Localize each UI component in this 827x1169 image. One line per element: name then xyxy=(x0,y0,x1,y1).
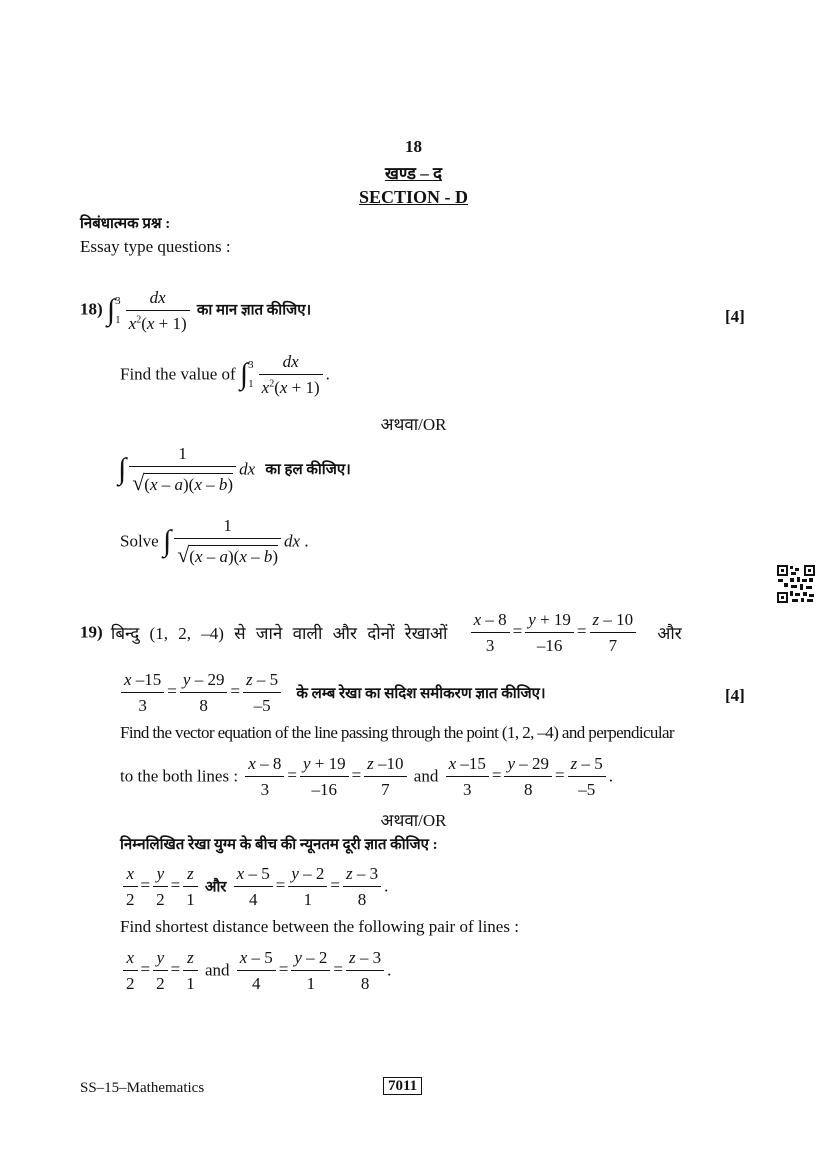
paper-code-box: 7011 xyxy=(383,1077,422,1095)
q19-alt-english-equation: $\frac{x}{2}$ = $\frac{y}{2}$ = $\frac{z}{1}$ and $\frac{x - 5}{4}$ = $\frac{y - 2}{1}$ = $\frac{z - 3}{8}$ . xyxy=(120,948,391,993)
upper-limit: 3 xyxy=(115,294,121,307)
q19-hindi-and: और xyxy=(657,624,682,644)
q19-hindi-text1: बिन्दु (1, 2, –4) से जाने वाली और दोनों रेखाओं xyxy=(110,624,448,644)
intro-english: Essay type questions : xyxy=(80,237,231,256)
section-title-hindi xyxy=(0,161,827,184)
footer-paper-code xyxy=(383,1078,422,1095)
q19-line-equation-1: $\frac{x - 8}{3}$ = $\frac{y + 19}{-16}$ = $\frac{z - 10}{7}$ xyxy=(468,610,640,655)
page-number: 18 xyxy=(405,137,422,156)
upper-limit: 3 xyxy=(248,358,254,371)
q18-english-line: Find the value of ∫ 3 1 $\frac{dx}{x^2(x + 1)}$ . xyxy=(120,352,330,397)
lower-limit: 1 xyxy=(248,377,254,390)
q18-integrand-english: $\frac{dx}{x^2(x + 1)}$ xyxy=(259,352,323,397)
footer-subject-code: SS–15–Mathematics xyxy=(80,1080,205,1096)
q19-english-prefix: to the both lines : xyxy=(120,766,239,786)
q19-hindi-line2 xyxy=(118,670,546,715)
lower-limit: 1 xyxy=(115,313,121,326)
q18-or-label: अथवा/OR xyxy=(380,415,447,434)
intro-hindi: निबंधात्मक प्रश्न : xyxy=(80,216,171,232)
q18-hindi-text: का मान ज्ञात कीजिए। xyxy=(196,302,312,319)
q18-alt-hindi-text: का हल कीजिए। xyxy=(265,462,351,479)
q19-alt-english-and: and xyxy=(204,960,230,980)
q19-alt-hindi: निम्नलिखित रेखा युग्म के बीच की न्यूनतम दूरी ज्ञात कीजिए : xyxy=(120,837,438,853)
q19-alt-hindi-equation: $\frac{x}{2}$ = $\frac{y}{2}$ = $\frac{z}{1}$ और $\frac{x - 5}{4}$ = $\frac{y - 2}{1}$ = $\frac{z - 3}{8}$ . xyxy=(120,864,388,909)
q18-alt-integrand: $\frac{1}{√(x - a)(x - b)}$ xyxy=(129,444,236,495)
integral-sign: ∫ xyxy=(162,524,172,558)
section-title-english xyxy=(0,187,827,208)
integral-sign: ∫ xyxy=(239,357,249,391)
qr-code-icon xyxy=(776,564,816,604)
q18-alt-english-line: Solve ∫ $\frac{1}{√(x - a)(x - b)}$ dx . xyxy=(120,516,309,567)
q19-hindi-text2: के लम्ब रेखा का सदिश समीकरण ज्ञात कीजिए। xyxy=(296,685,546,702)
q19-english-and: and xyxy=(413,766,439,786)
q18-alt-integrand-english: $\frac{1}{√(x - a)(x - b)}$ xyxy=(174,516,281,567)
q19-alt-hindi-and: और xyxy=(204,879,227,896)
q19-marks: [4] xyxy=(725,686,745,705)
integral-sign: ∫ xyxy=(118,452,127,486)
q18-integrand: $\frac{dx}{x^2(x + 1)}$ xyxy=(126,288,190,333)
q18-hindi-line xyxy=(80,288,311,333)
q19-english-line2: to the both lines : $\frac{x - 8}{3}$ = $\frac{y + 19}{-16}$ = $\frac{z -10}{7}$ and $\frac{x -15}{3}$ = $\frac{y - 29}{8}$ = $\frac{z - 5}{-5}$ . xyxy=(120,754,613,799)
q18-marks: [4] xyxy=(725,307,745,326)
q18-alt-hindi-line: ∫ $\frac{1}{√(x - a)(x - b)}$ dx का हल कीजिए। xyxy=(118,444,351,495)
q19-alt-english: Find shortest distance between the following pair of lines : xyxy=(120,917,519,936)
q19-or-label: अथवा/OR xyxy=(380,811,447,830)
integral-sign: ∫ xyxy=(106,293,116,327)
section-english-text: SECTION - D xyxy=(358,187,469,207)
section-hindi-text: खण्ड – द xyxy=(384,164,443,183)
integral-limits xyxy=(115,296,121,326)
q18-english-prefix: Find the value of xyxy=(120,364,236,384)
q19-english-line1: Find the vector equation of the line passing through the point (1, 2, –4) and perpendicular xyxy=(120,723,674,742)
q18-number: 18) xyxy=(80,299,103,319)
q18-alt-english-prefix: Solve xyxy=(120,531,159,551)
q19-hindi-line1 xyxy=(80,610,747,655)
integral-limits xyxy=(248,360,254,390)
q19-line-equation-2: $\frac{x -15}{3}$ = $\frac{y - 29}{8}$ = $\frac{z - 5}{-5}$ xyxy=(118,670,284,715)
q19-number: 19) xyxy=(80,622,103,642)
